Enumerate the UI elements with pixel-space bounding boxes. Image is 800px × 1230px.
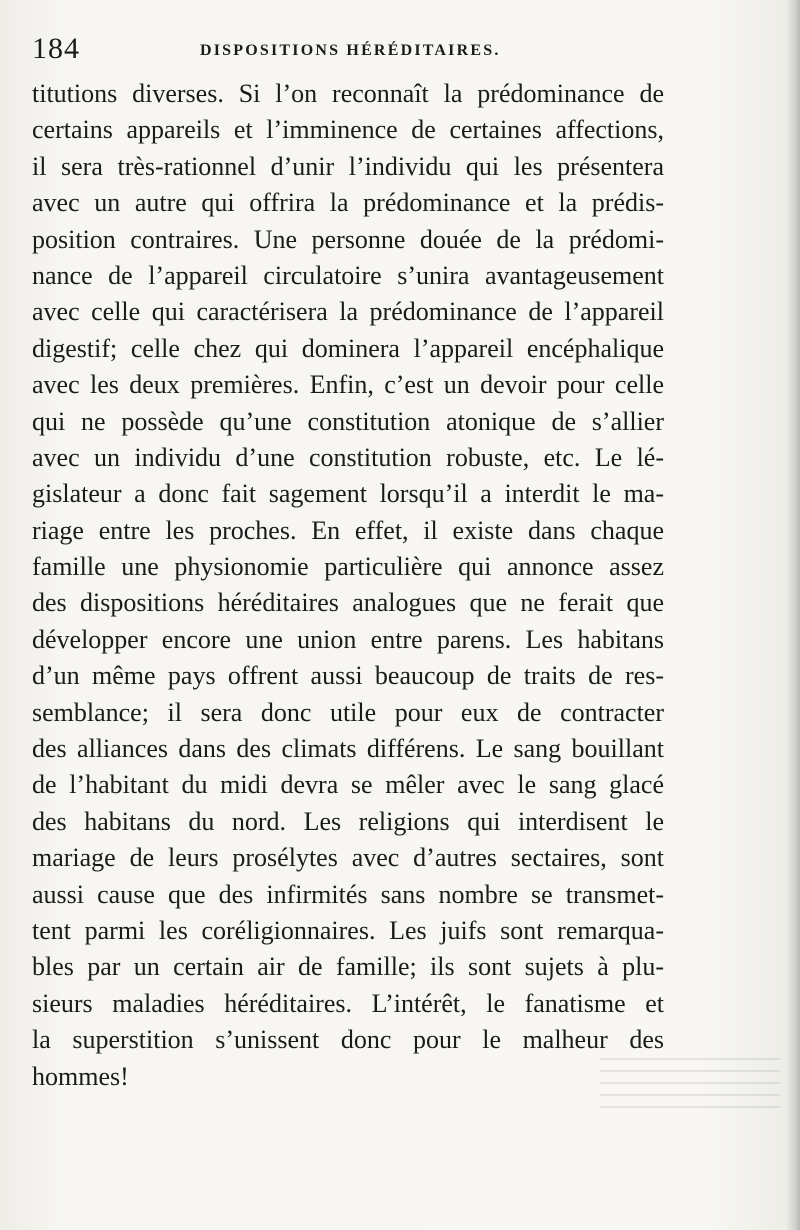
- text-line: gislateur a donc fait sagement lorsqu’il a interdit le ma-: [32, 479, 664, 509]
- text-line: des alliances dans des climats différens. Le sang bouillant: [32, 734, 664, 764]
- text-line: mariage de leurs prosélytes avec d’autres sectaires, sont: [32, 843, 664, 873]
- text-line: développer encore une union entre parens. Les habitans: [32, 624, 664, 654]
- text-line: avec celle qui caractérisera la prédominance de l’appareil: [32, 297, 664, 327]
- text-line-last: hommes!: [32, 1061, 129, 1091]
- text-line: des habitans du nord. Les religions qui interdisent le: [32, 806, 664, 836]
- text-line: famille une physionomie particulière qui annonce assez: [32, 552, 664, 582]
- text-line: avec un autre qui offrira la prédominance et la prédis-: [32, 188, 664, 218]
- text-line: il sera très-rationnel d’unir l’individu qui les présentera: [32, 151, 664, 181]
- text-line: certains appareils et l’imminence de certaines affections,: [32, 115, 664, 145]
- text-line: de l’habitant du midi devra se mêler avec le sang glacé: [32, 770, 664, 800]
- text-line: titutions diverses. Si l’on reconnaît la prédominance de: [32, 79, 664, 108]
- text-line: des dispositions héréditaires analogues que ne ferait que: [32, 588, 664, 618]
- text-line: bles par un certain air de famille; ils sont sujets à plu-: [32, 952, 664, 982]
- text-line: avec les deux premières. Enfin, c’est un devoir pour celle: [32, 370, 664, 400]
- text-line: tent parmi les coréligionnaires. Les juifs sont remarqua-: [32, 915, 664, 945]
- text-line: riage entre les proches. En effet, il existe dans chaque: [32, 515, 664, 545]
- text-line: position contraires. Une personne douée de la prédomi-: [32, 224, 664, 254]
- text-line: d’un même pays offrent aussi beaucoup de traits de res-: [32, 661, 664, 691]
- running-head: [32, 30, 672, 70]
- page-edge-shadow: [786, 0, 800, 1230]
- text-line: nance de l’appareil circulatoire s’unira avantageusement: [32, 260, 664, 290]
- running-title: DISPOSITIONS HÉRÉDITAIRES.: [200, 42, 501, 59]
- text-line: la superstition s’unissent donc pour le malheur des: [32, 1025, 664, 1055]
- text-line: sieurs maladies héréditaires. L’intérêt, le fanatisme et: [32, 988, 664, 1018]
- body-text: [32, 76, 664, 1095]
- text-line: avec un individu d’une constitution robuste, etc. Le lé-: [32, 442, 664, 472]
- text-line: aussi cause que des infirmités sans nombre se transmet-: [32, 879, 664, 909]
- page-number: 184: [32, 32, 80, 65]
- text-line: semblance; il sera donc utile pour eux de contracter: [32, 697, 664, 727]
- text-line: qui ne possède qu’une constitution atonique de s’allier: [32, 406, 664, 436]
- text-line: digestif; celle chez qui dominera l’appareil encéphalique: [32, 333, 664, 363]
- show-through-texture: [600, 1058, 780, 1108]
